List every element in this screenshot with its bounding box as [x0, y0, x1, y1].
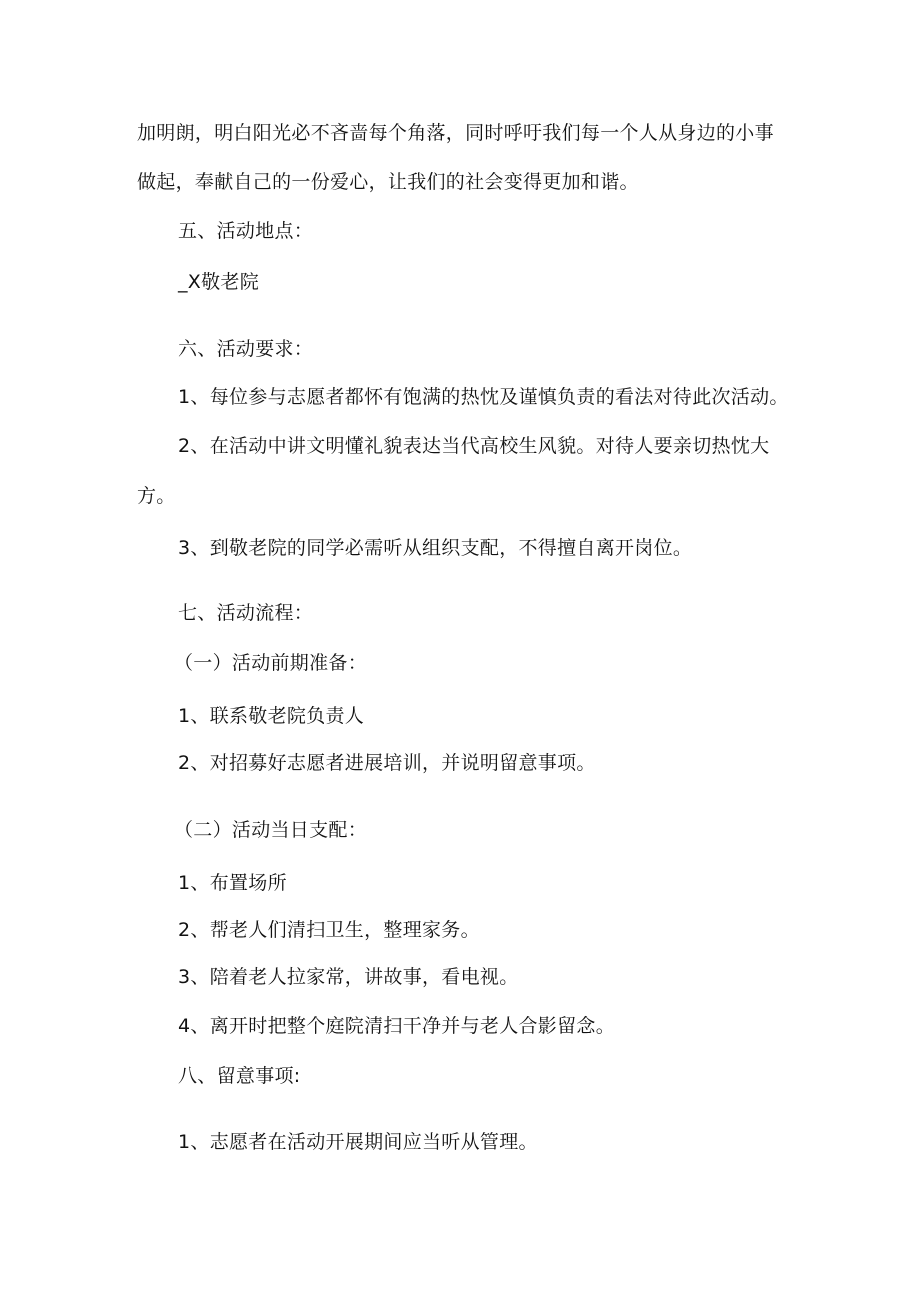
subsection-heading-arrangement: （二）活动当日支配： — [174, 819, 368, 841]
subsection-heading-preparation: （一）活动前期准备： — [174, 652, 368, 674]
section-heading-notes: 八、留意事项: — [178, 1065, 301, 1087]
section-heading-location: 五、活动地点： — [178, 220, 314, 242]
requirement-item: 3、到敬老院的同学必需听从组织支配，不得擅自离开岗位。 — [178, 537, 693, 559]
arrangement-item: 3、陪着老人拉家常，讲故事，看电视。 — [178, 966, 519, 988]
arrangement-item: 2、帮老人们清扫卫生，整理家务。 — [178, 919, 480, 941]
paragraph-line: 加明朗，明白阳光必不吝啬每个角落，同时呼吁我们每一个人从身边的小事 — [137, 122, 774, 144]
notes-item: 1、志愿者在活动开展期间应当听从管理。 — [178, 1131, 538, 1153]
location-text: _X敬老院 — [178, 271, 260, 293]
arrangement-item: 1、布置场所 — [178, 872, 287, 894]
paragraph-line: 做起，奉献自己的一份爱心，让我们的社会变得更加和谐。 — [137, 171, 639, 193]
section-heading-requirements: 六、活动要求： — [178, 338, 314, 360]
preparation-item: 1、联系敬老院负责人 — [178, 705, 365, 727]
requirement-item: 2、在活动中讲文明懂礼貌表达当代高校生风貌。对待人要亲切热忱大 — [178, 435, 770, 457]
section-heading-process: 七、活动流程： — [178, 602, 314, 624]
requirement-item-continued: 方。 — [137, 485, 176, 507]
requirement-item: 1、每位参与志愿者都怀有饱满的热忱及谨慎负责的看法对待此次活动。 — [178, 386, 789, 408]
preparation-item: 2、对招募好志愿者进展培训，并说明留意事项。 — [178, 752, 596, 774]
arrangement-item: 4、离开时把整个庭院清扫干净并与老人合影留念。 — [178, 1015, 615, 1037]
